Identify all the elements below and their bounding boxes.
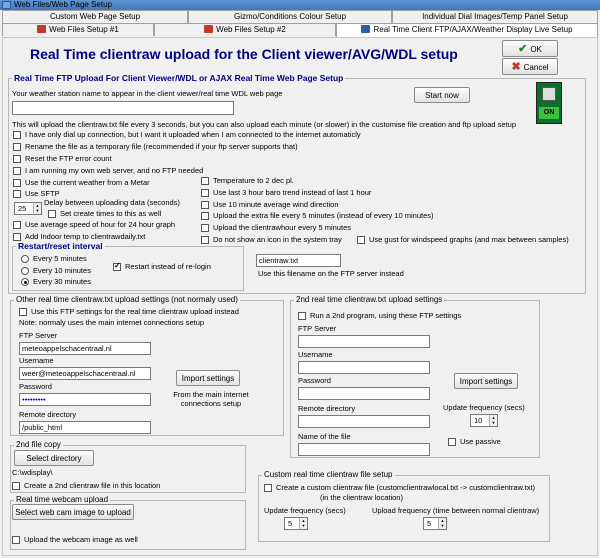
custom-upload-freq-spinner[interactable] [423,517,447,530]
delay-spinner[interactable] [14,202,42,215]
filename-input[interactable]: clientraw.txt [256,254,341,267]
group-title: Custom real time clientraw file setup [264,470,393,479]
checkbox-label: Upload the clientrawhour every 5 minutes [213,223,351,232]
checkbox-label: Use gust for windspeed graphs (and max between samples) [369,235,569,244]
checkbox-box [12,482,20,490]
checkbox-box [201,189,209,197]
restart-5min-radio[interactable] [21,254,87,264]
checkbox-label: Create a custom clientraw file (customclientrawlocal.txt -> customclientraw.txt) [276,483,536,492]
copy-path: C:\wdisplay\ [12,468,53,477]
checkbox-box [19,308,27,316]
checkbox-box [448,438,456,446]
tab-web-files-1[interactable] [2,23,154,36]
username-input[interactable]: weer@meteoappelschacentraal.nl [19,367,151,380]
custom-upload-freq-label: Upload frequency (time between normal clientraw) [372,506,540,515]
checkbox-label: Create a 2nd clientraw file in this location [24,481,161,490]
realtime-icon [361,25,370,33]
note-text: Note: normaly uses the main internet connections setup [19,318,205,327]
tab-label: Individual Dial Images/Temp Panel Setup [422,12,568,21]
tab-label: Web Files Setup #2 [216,25,286,34]
dialup-checkbox[interactable] [13,130,361,140]
checkbox-label: Do not show an icon in the system tray [213,235,342,244]
import-settings-button[interactable] [176,370,240,386]
spinner-arrows-icon[interactable]: ▲ ▼ [489,415,497,426]
freq-value: 5 [288,519,293,528]
checkbox-label: Use this FTP settings for the real time clientraw upload instead [31,307,239,316]
checkbox-box [13,155,21,163]
baro-trend-checkbox[interactable] [201,188,371,198]
checkbox-box [298,312,306,320]
tab-row-2 [0,23,600,36]
password-label: Password [19,382,52,391]
relogin-checkbox[interactable] [113,262,211,272]
custom-update-freq-label: Update frequency (secs) [264,506,346,515]
update-freq-label: Update frequency (secs) [443,403,525,412]
tab-row-1 [0,10,600,23]
tab-gizmo-colour[interactable] [188,10,392,23]
select-dir-label: Select directory [26,454,82,463]
upload-toggle[interactable] [536,82,562,124]
check-icon: ✔ [518,43,528,55]
remote-dir-label: Remote directory [19,410,77,419]
remote-dir-input-2[interactable] [298,415,430,428]
freq-value: 5 [427,519,432,528]
window-title-bar [0,0,600,10]
checkbox-label: Use 10 minute average wind direction [213,200,339,209]
cancel-button[interactable] [502,58,558,75]
rename-temp-checkbox[interactable] [13,142,298,152]
checkbox-box [113,263,121,271]
clientrawhour-checkbox[interactable] [201,223,351,233]
password-label-2: Password [298,376,331,385]
no-tray-icon-checkbox[interactable] [201,235,342,245]
spinner-arrows-icon[interactable]: ▲ ▼ [299,518,307,529]
cancel-label: Cancel [523,63,549,72]
run-second-checkbox[interactable] [298,311,461,321]
start-now-button[interactable] [414,87,470,103]
spinner-arrows-icon[interactable]: ▲ ▼ [33,203,41,214]
ftp-server-label: FTP Server [19,331,58,340]
restart-10min-radio[interactable] [21,266,91,276]
checkbox-box [13,131,21,139]
custom-update-freq-spinner[interactable] [284,517,308,530]
set-create-times-checkbox[interactable] [48,209,161,219]
tab-label: Real Time Client FTP/AJAX/Weather Display Live Setup [373,25,573,34]
freq-value: 10 [474,416,483,425]
group-title: 2nd file copy [16,440,61,449]
checkbox-label: Use last 3 hour baro trend instead of last 1 hour [213,188,372,197]
tab-custom-web-page[interactable] [2,10,188,23]
app-icon [2,1,11,9]
checkbox-box [13,167,21,175]
delay-label: Delay between uploading data (seconds) [44,198,180,207]
ok-button[interactable] [502,40,558,57]
tab-web-files-2[interactable] [154,23,336,36]
checkbox-label: Use passive [460,437,501,446]
checkbox-label: Rename the file as a temporary file (recommended if your ftp server supports that) [25,142,298,151]
checkbox-box [201,224,209,232]
temp-2dec-checkbox[interactable] [201,176,294,186]
toggle-knob [542,87,556,101]
ftp-server-input-2[interactable] [298,335,430,348]
checkbox-label: Run a 2nd program, using these FTP settings [310,311,462,320]
avg-speed-checkbox[interactable] [13,220,175,230]
radio-label: Every 30 minutes [33,277,91,286]
station-name-label: Your weather station name to appear in the client viewer/real time WDL web page [12,89,283,98]
delay-value: 25 [18,204,27,213]
checkbox-box [13,190,21,198]
checkbox-label: I have only dial up connection, but I want it uploaded when I am connected to the internet automaticly [25,130,361,139]
checkbox-box [13,221,21,229]
remote-dir-label-2: Remote directory [298,404,356,413]
checkbox-box [48,210,56,218]
info-text: This will upload the clientraw.txt file every 3 seconds, but you can also upload each minute (or slower) in the customise file creation and ftp upload setup [12,120,517,129]
import-label: Import settings [181,374,235,383]
tab-dial-images[interactable] [392,10,598,23]
group-title: Other real time clientraw.txt upload settings (not normaly used) [16,295,238,304]
username-label-2: Username [298,350,333,359]
use-ftp-settings-checkbox[interactable] [19,307,239,317]
password-input-2[interactable] [298,387,430,400]
checkbox-label: Restart instead of re-login [125,262,211,271]
close-icon: ✖ [511,61,521,73]
tab-realtime-client-ftp[interactable] [336,23,598,37]
web-files-icon [37,25,46,33]
radio-dot [21,278,29,286]
metar-checkbox[interactable] [13,178,150,188]
import-settings-button-2[interactable] [454,373,518,389]
from-main-text: From the main internet connections setup [173,390,249,408]
checkbox-label: I am running my own web server, and no FTP needed [25,166,204,175]
radio-dot [21,255,29,263]
checkbox-box [201,212,209,220]
import-label: Import settings [459,377,513,386]
web-files-icon [204,25,213,33]
page-title: Real Time clientraw upload for the Client viewer/AVG/WDL setup [30,46,458,62]
checkbox-label: Add Indoor temp to clientrawdaily.txt [25,232,146,241]
password-input[interactable]: ••••••••• [19,393,151,406]
radio-label: Every 10 minutes [33,266,91,275]
radio-dot [21,267,29,275]
station-name-input[interactable] [12,101,234,115]
checkbox-box [12,536,20,544]
create-2nd-file-checkbox[interactable] [12,481,160,491]
own-server-checkbox[interactable] [13,166,203,176]
custom-clientraw-checkbox[interactable] [264,483,535,493]
select-webcam-label: Select web cam image to upload [15,508,131,517]
radio-label: Every 5 minutes [33,254,87,263]
reset-error-checkbox[interactable] [13,154,112,164]
username-label: Username [19,356,54,365]
checkbox-label: Upload the webcam image as well [24,535,138,544]
upload-webcam-checkbox[interactable] [12,535,138,545]
start-now-label: Start now [425,91,459,100]
group-title: Restart/reset interval [18,241,103,251]
checkbox-label: Temperature to 2 dec pl. [213,176,294,185]
group-title: 2nd real time clientraw.txt upload settings [296,295,443,304]
file-name-input[interactable] [298,443,430,456]
tab-label: Web Files Setup #1 [49,25,119,34]
passive-checkbox[interactable] [448,437,501,447]
spinner-arrows-icon[interactable]: ▲ ▼ [438,518,446,529]
custom-sub-text: (in the clientraw location) [320,493,403,502]
remote-dir-input[interactable]: /public_html [19,421,151,434]
filename-label: Use this filename on the FTP server instead [258,269,404,278]
tab-label: Gizmo/Conditions Colour Setup [233,12,347,21]
checkbox-box [13,179,21,187]
checkbox-box [264,484,272,492]
checkbox-box [201,177,209,185]
toggle-state: ON [539,107,559,119]
checkbox-label: Use average speed of hour for 24 hour graph [25,220,176,229]
checkbox-label: Reset the FTP error count [25,154,112,163]
wind-dir-checkbox[interactable] [201,200,339,210]
tab-label: Custom Web Page Setup [49,12,141,21]
ftp-server-input[interactable]: meteoappelschacentraal.nl [19,342,151,355]
checkbox-box [13,233,21,241]
ok-label: OK [530,45,542,54]
checkbox-box [201,201,209,209]
group-title: Real time webcam upload [16,495,109,504]
username-input-2[interactable] [298,361,430,374]
extra-file-checkbox[interactable] [201,211,434,221]
checkbox-label: Upload the extra file every 5 minutes (instead of every 10 minutes) [213,211,434,220]
checkbox-label: Use the current weather from a Metar [25,178,150,187]
select-webcam-button[interactable] [12,504,134,520]
ftp-server-label-2: FTP Server [298,324,337,333]
window-title: Web Files/Web Page Setup [14,0,112,9]
update-freq-spinner[interactable] [470,414,498,427]
group-title: Real Time FTP Upload For Client Viewer/WDL or AJAX Real Time Web Page Setup [14,73,344,83]
checkbox-label: Use SFTP [25,189,60,198]
checkbox-box [357,236,365,244]
restart-30min-radio[interactable] [21,277,91,287]
checkbox-label: Set create times to this as well [60,209,162,218]
gust-checkbox[interactable] [357,235,569,245]
checkbox-box [13,143,21,151]
select-directory-button[interactable] [14,450,94,466]
file-name-label: Name of the file [298,432,351,441]
checkbox-box [201,236,209,244]
